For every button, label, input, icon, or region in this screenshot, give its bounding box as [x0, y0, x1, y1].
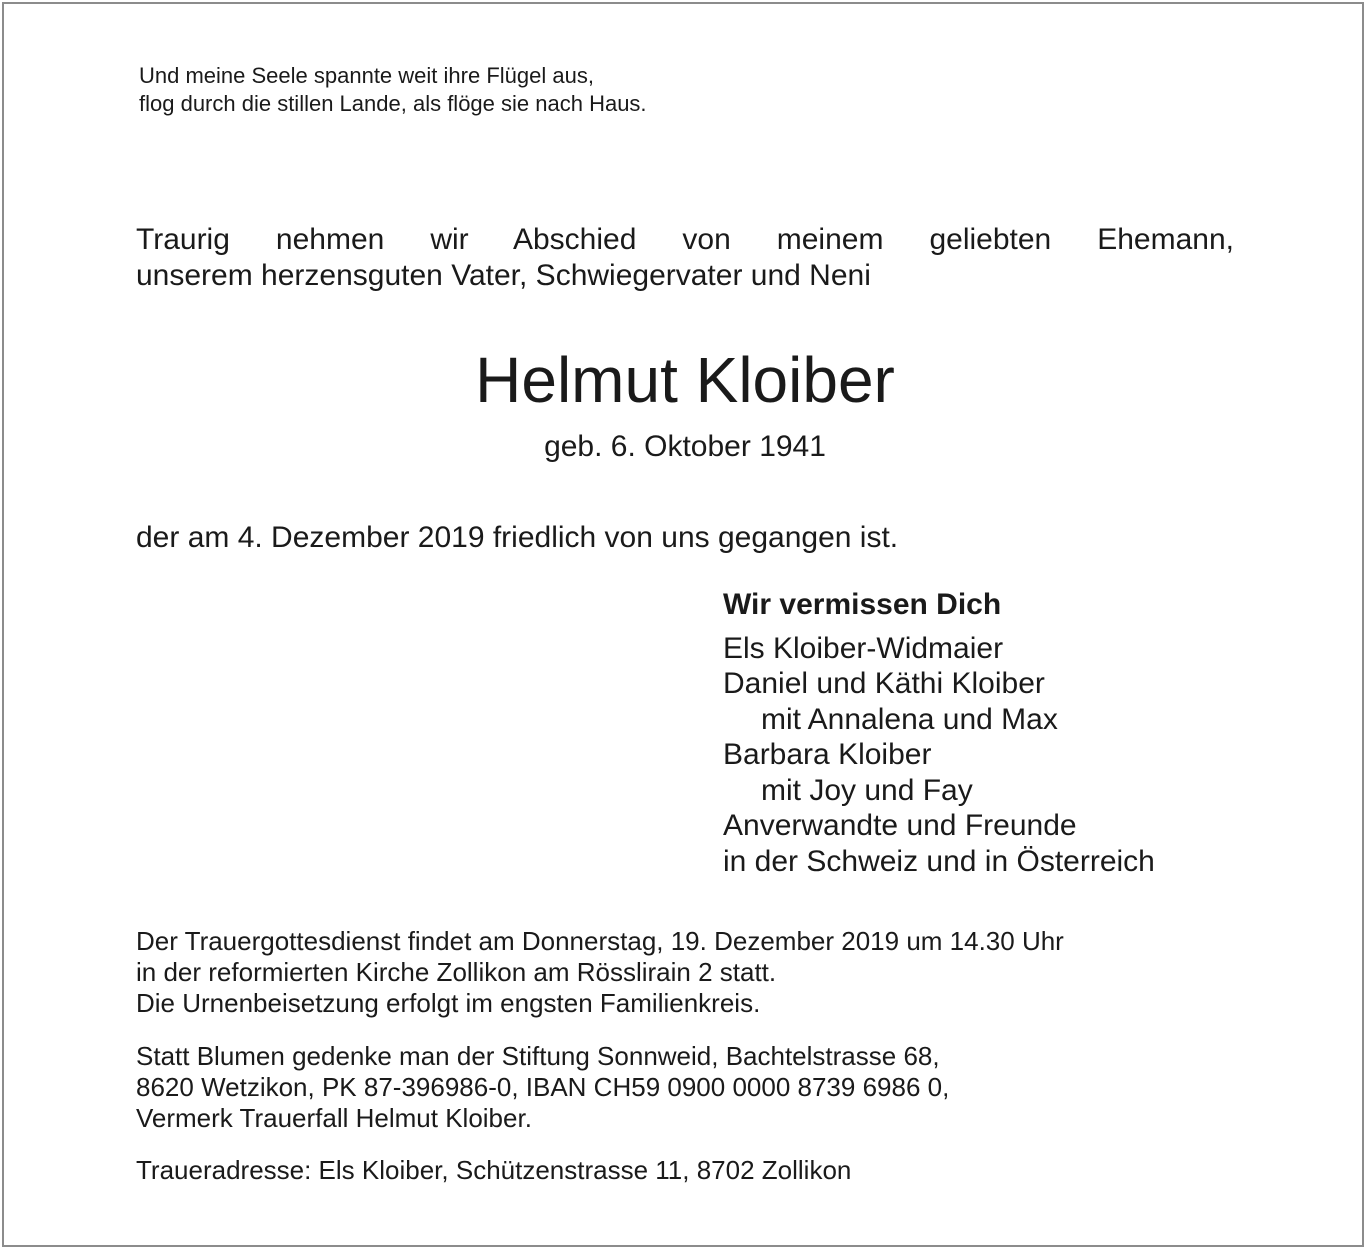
donation-info: [136, 1041, 949, 1134]
intro-text: [136, 222, 1234, 294]
mourner-item: mit Annalena und Max: [761, 702, 1058, 736]
service-line-3: Die Urnenbeisetzung erfolgt im engsten Familienkreis.: [136, 988, 761, 1018]
mourner-item: Barbara Kloiber: [723, 738, 932, 771]
mourners-list: [723, 587, 1155, 879]
poem-line-2: flog durch die stillen Lande, als flöge sie nach Haus.: [139, 91, 647, 116]
mourner-item: Daniel und Käthi Kloiber: [723, 667, 1045, 700]
mourners-heading: Wir vermissen Dich: [723, 588, 1002, 621]
donation-line-1: Statt Blumen gedenke man der Stiftung Sonnweid, Bachtelstrasse 68,: [136, 1041, 940, 1071]
deceased-name: Helmut Kloiber: [475, 344, 895, 416]
donation-line-3: Vermerk Trauerfall Helmut Kloiber.: [136, 1103, 532, 1133]
intro-line-1: Traurig nehmen wir Abschied von meinem geliebten Ehemann,: [136, 223, 1234, 256]
mourner-item: in der Schweiz und in Österreich: [723, 844, 1155, 878]
mourner-item: Anverwandte und Freunde: [723, 809, 1077, 842]
service-line-2: in der reformierten Kirche Zollikon am Rösslirain 2 statt.: [136, 957, 777, 987]
mourner-item: mit Joy und Fay: [761, 773, 973, 807]
mourner-item: Els Kloiber-Widmaier: [723, 631, 1004, 665]
donation-line-2: 8620 Wetzikon, PK 87-396986-0, IBAN CH59 0900 0000 8739 6986 0,: [136, 1072, 950, 1102]
mourning-address: Traueradresse: Els Kloiber, Schützenstrasse 11, 8702 Zollikon: [136, 1155, 852, 1185]
poem-verse: [139, 62, 647, 118]
intro-line-2: unserem herzensguten Vater, Schwiegervater und Neni: [136, 259, 871, 292]
birth-date: geb. 6. Oktober 1941: [544, 430, 826, 463]
service-line-1: Der Trauergottesdienst findet am Donnerstag, 19. Dezember 2019 um 14.30 Uhr: [136, 926, 1064, 956]
death-statement: der am 4. Dezember 2019 friedlich von uns gegangen ist.: [136, 521, 899, 554]
poem-line-1: Und meine Seele spannte weit ihre Flügel aus,: [139, 63, 594, 88]
service-info: [136, 926, 1064, 1019]
